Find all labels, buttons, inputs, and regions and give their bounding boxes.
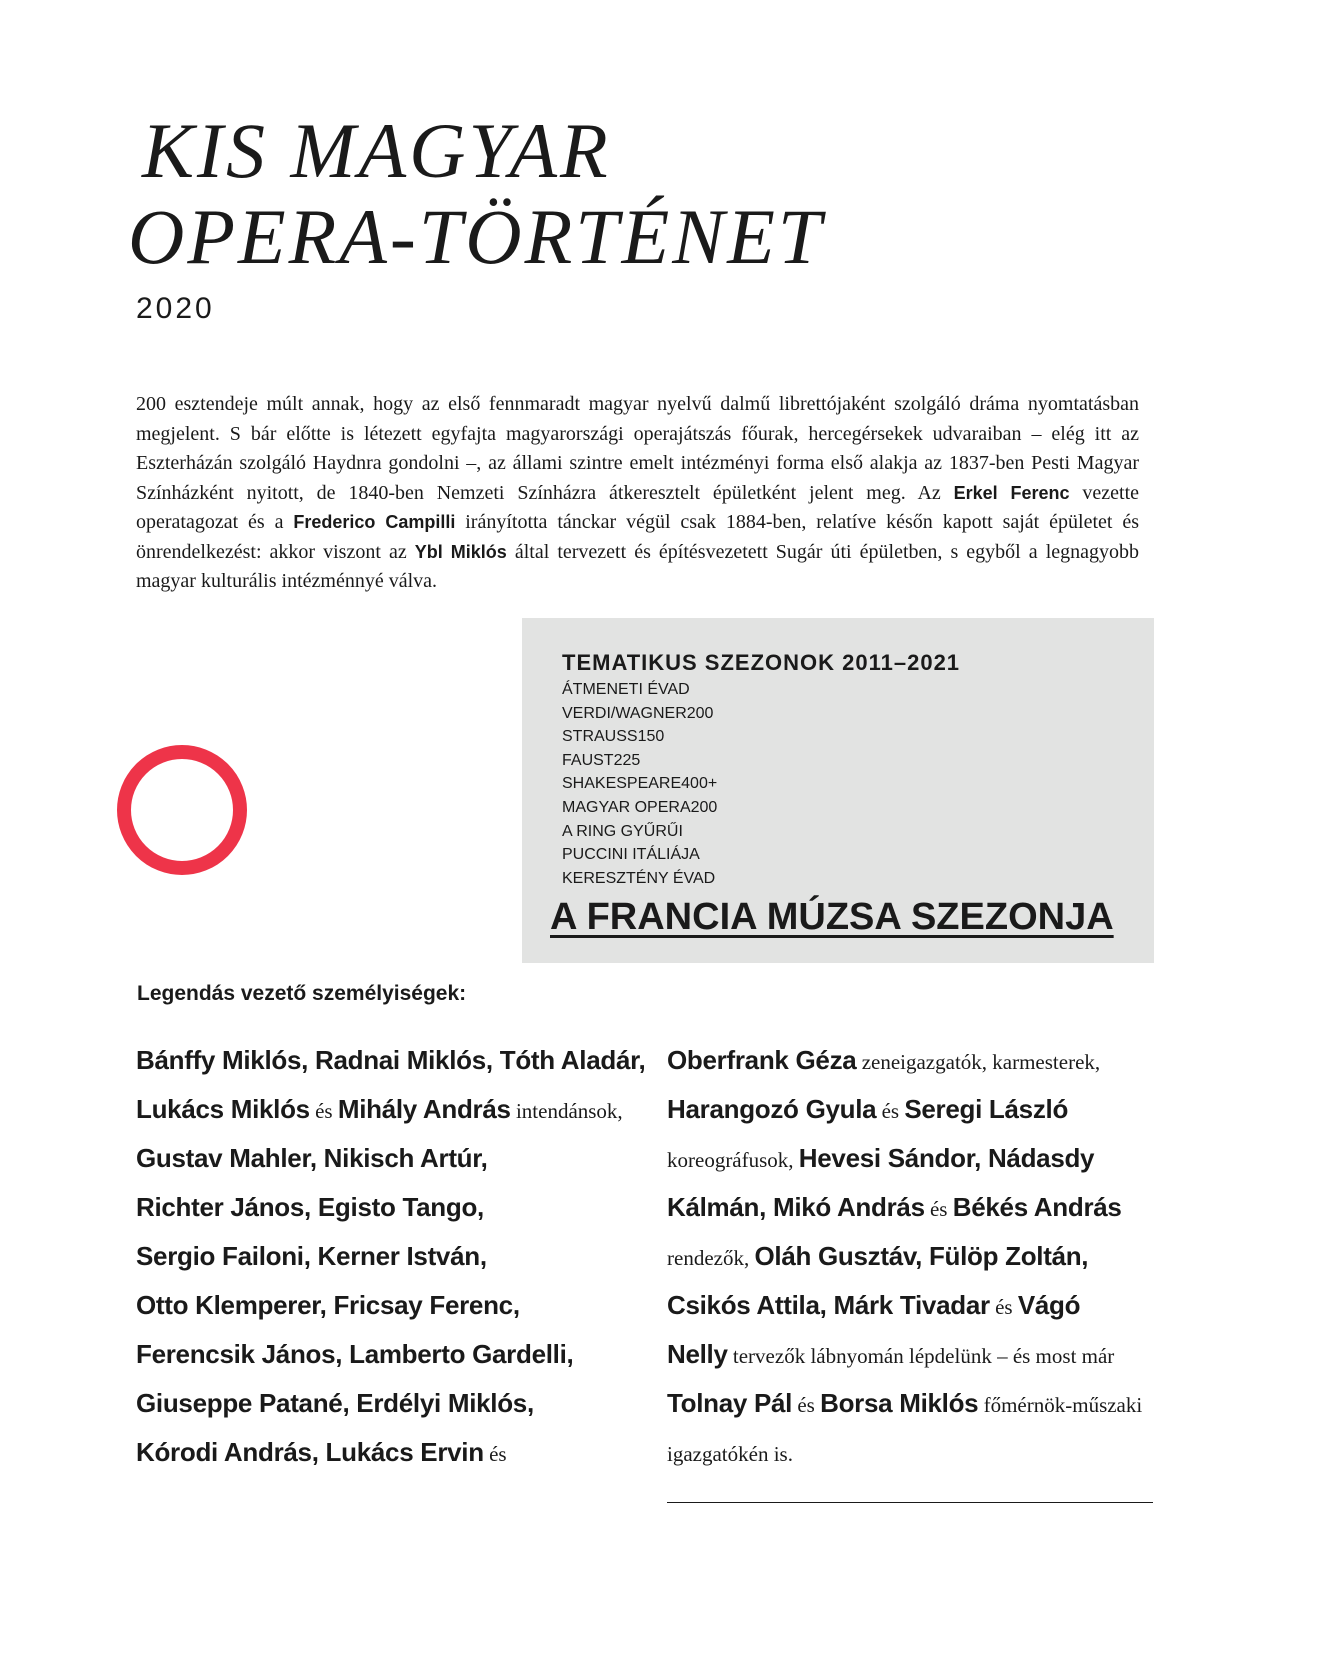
season-item: FAUST225 — [562, 751, 641, 769]
leader-connector: és — [924, 1197, 953, 1221]
leaders-line — [136, 1040, 646, 1089]
leaders-column-left — [136, 1040, 646, 1481]
leader-names: Oláh Gusztáv, Fülöp Zoltán, — [754, 1241, 1089, 1271]
leaders-line — [667, 1285, 1167, 1334]
leaders-line — [667, 1187, 1167, 1236]
leader-names: Gustav Mahler, Nikisch Artúr, — [136, 1143, 488, 1173]
season-item: A RING GYŰRŰI — [562, 822, 683, 840]
closing-rule — [667, 1502, 1153, 1503]
season-item: KERESZTÉNY ÉVAD — [562, 869, 716, 887]
leader-names: Seregi László — [904, 1094, 1069, 1124]
leaders-line — [136, 1187, 636, 1236]
intro-name-ybl: Ybl Miklós — [414, 541, 507, 562]
leader-connector: és — [483, 1442, 507, 1466]
intro-text-4: által tervezett és építésvezetett Sugár úti épületben, s egyből a legnagyobb magyar kulturális intézménnyé válva. — [136, 540, 1139, 592]
leader-names: Csikós Attila, Márk Tivadar — [667, 1290, 990, 1320]
seasons-box — [522, 618, 1154, 963]
leader-names: Richter János, Egisto Tango, — [136, 1192, 484, 1222]
leader-role: főmérnök-műszaki — [978, 1393, 1143, 1417]
leaders-line — [136, 1089, 636, 1138]
leader-names: Borsa Miklós — [820, 1388, 979, 1418]
season-item: SHAKESPEARE400+ — [562, 775, 718, 793]
leaders-line — [136, 1236, 636, 1285]
leader-names: Nelly — [667, 1339, 728, 1369]
leaders-column-right — [667, 1040, 1167, 1481]
season-item: STRAUSS150 — [562, 728, 665, 746]
leader-names: Tolnay Pál — [667, 1388, 793, 1418]
decorative-ring-icon — [117, 745, 247, 875]
leaders-line — [667, 1334, 1167, 1383]
leaders-line — [136, 1285, 636, 1334]
leaders-line — [136, 1432, 636, 1481]
page-title — [128, 108, 824, 280]
leader-names: Hevesi Sándor, Nádasdy — [798, 1143, 1095, 1173]
leader-role: igazgatókén is. — [667, 1442, 793, 1466]
leader-names: Otto Klemperer, Fricsay Ferenc, — [136, 1290, 520, 1320]
leaders-line — [667, 1138, 1167, 1187]
leader-names: Lukács Miklós — [136, 1094, 310, 1124]
leader-role: tervezők lábnyomán lépdelünk – és most már — [727, 1344, 1115, 1368]
leader-names: Harangozó Gyula — [667, 1094, 877, 1124]
leader-names: Giuseppe Patané, Erdélyi Miklós, — [136, 1388, 534, 1418]
intro-text-1: 200 esztendeje múlt annak, hogy az első fennmaradt magyar nyelvű dalmű librettójaként szolgáló dráma nyomtatásban megjelent. S bár előtte is létezett egyfajta magyarországi operajátszás főurak, hercegérsekek udvaraiban – elég itt az Eszterházán szolgáló Haydnra gondolni –, az állami szintre emelt intézményi forma első alakja az 1837-ben Pesti Magyar Színházként nyitott, de 1840-ben Nemzeti Színházra átkeresztelt épületként jelent meg. Az — [136, 393, 1139, 504]
leader-connector: és — [876, 1099, 905, 1123]
leader-role: intendánsok, — [510, 1099, 623, 1123]
leaders-heading: Legendás vezető személyiségek: — [137, 982, 467, 1005]
leader-names: Sergio Failoni, Kerner István, — [136, 1241, 487, 1271]
leader-role: rendezők, — [667, 1246, 755, 1270]
leader-names: Kálmán, Mikó András — [667, 1192, 925, 1222]
leader-names: Vágó — [1017, 1290, 1081, 1320]
leaders-line — [136, 1138, 636, 1187]
season-item: ÁTMENETI ÉVAD — [562, 681, 690, 698]
leader-names: Mihály András — [337, 1094, 511, 1124]
current-season-title: A FRANCIA MÚZSA SZEZONJA — [550, 896, 1114, 938]
leaders-line — [667, 1432, 1167, 1481]
season-item: MAGYAR OPERA200 — [562, 798, 718, 816]
leaders-line — [667, 1236, 1167, 1285]
seasons-heading: TEMATIKUS SZEZONOK 2011–2021 — [562, 650, 961, 675]
leader-role: koreográfusok, — [667, 1148, 799, 1172]
leader-names: Békés András — [952, 1192, 1122, 1222]
season-item: VERDI/WAGNER200 — [562, 704, 714, 722]
title-line-1: KIS MAGYAR — [142, 107, 611, 194]
intro-text-2: vezette operatagozat és a — [136, 481, 1140, 533]
leaders-line — [136, 1383, 636, 1432]
intro-paragraph — [136, 390, 1139, 597]
leader-connector: és — [309, 1099, 338, 1123]
intro-text-3: irányította tánckar végül csak 1884-ben, relatíve későn kapott saját épületet és önrendelkezést: akkor viszont az — [136, 511, 1139, 563]
leaders-line — [667, 1383, 1167, 1432]
season-item: PUCCINI ITÁLIÁJA — [562, 846, 700, 864]
intro-name-erkel: Erkel Ferenc — [953, 482, 1070, 503]
leader-connector: és — [989, 1295, 1018, 1319]
year-label: 2020 — [136, 292, 215, 325]
leader-names: Bánffy Miklós, Radnai Miklós, Tóth Aladár, — [136, 1045, 646, 1075]
leader-names: Kórodi András, Lukács Ervin — [136, 1437, 484, 1467]
intro-name-campilli: Frederico Campilli — [293, 512, 456, 532]
leader-role: zeneigazgatók, karmesterek, — [856, 1050, 1101, 1074]
seasons-list — [562, 678, 717, 890]
leaders-line — [667, 1040, 1167, 1089]
leader-connector: és — [792, 1393, 821, 1417]
leader-names: Oberfrank Géza — [667, 1045, 857, 1075]
leader-names: Ferencsik János, Lamberto Gardelli, — [136, 1339, 574, 1369]
leaders-line — [667, 1089, 1167, 1138]
leaders-line — [136, 1334, 636, 1383]
title-line-2: OPERA-TÖRTÉNET — [128, 193, 825, 280]
